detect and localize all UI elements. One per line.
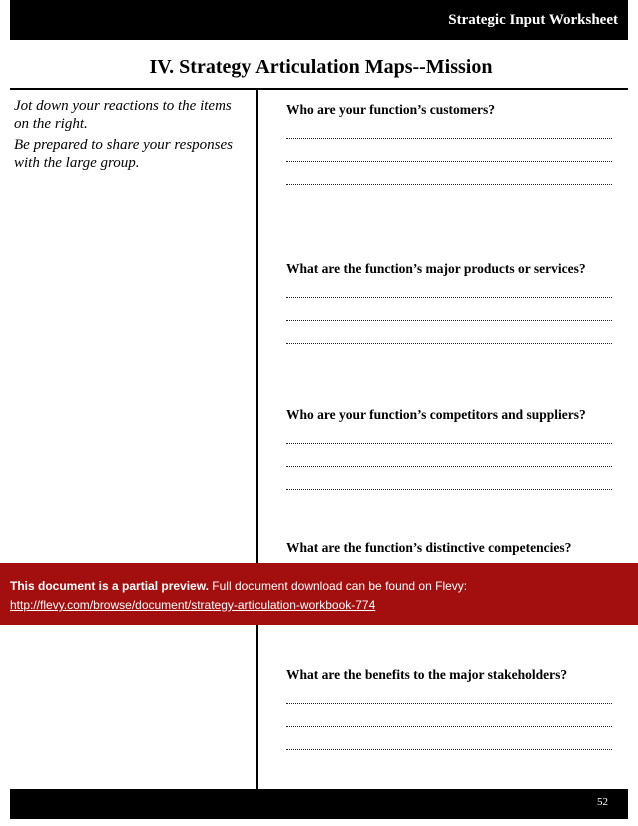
instruction-line-2: Be prepared to share your responses with the large group. bbox=[14, 137, 233, 171]
answer-line[interactable] bbox=[286, 703, 612, 704]
banner-bold-text: This document is a partial preview. bbox=[10, 579, 209, 593]
answer-line[interactable] bbox=[286, 138, 612, 139]
answer-line[interactable] bbox=[286, 343, 612, 344]
section-title: IV. Strategy Articulation Maps--Mission bbox=[149, 56, 493, 78]
question-competitors bbox=[286, 407, 621, 490]
answer-line[interactable] bbox=[286, 443, 612, 444]
header-bar bbox=[10, 0, 628, 40]
answer-line[interactable] bbox=[286, 749, 612, 750]
title-rule bbox=[10, 88, 628, 90]
answer-line[interactable] bbox=[286, 466, 612, 467]
column-divider bbox=[256, 89, 258, 789]
question-customers bbox=[286, 102, 621, 185]
banner-text bbox=[10, 579, 467, 593]
answer-line[interactable] bbox=[286, 489, 612, 490]
preview-banner bbox=[0, 563, 638, 625]
answer-line[interactable] bbox=[286, 320, 612, 321]
answer-line[interactable] bbox=[286, 184, 612, 185]
instruction-line-1: Jot down your reactions to the items on the right. bbox=[14, 98, 232, 132]
question-label: Who are your function’s competitors and suppliers? bbox=[286, 407, 586, 422]
answer-line[interactable] bbox=[286, 161, 612, 162]
answer-line[interactable] bbox=[286, 297, 612, 298]
banner-plain-text: Full document download can be found on Flevy: bbox=[208, 579, 468, 593]
question-label: What are the function’s major products or services? bbox=[286, 261, 586, 276]
question-benefits bbox=[286, 667, 621, 750]
instructions bbox=[14, 97, 244, 175]
question-products bbox=[286, 261, 621, 344]
question-label: What are the function’s distinctive competencies? bbox=[286, 540, 572, 555]
worksheet-title: Strategic Input Worksheet bbox=[448, 12, 618, 28]
answer-line[interactable] bbox=[286, 726, 612, 727]
download-link[interactable]: http://flevy.com/browse/document/strategy-articulation-workbook-774 bbox=[10, 598, 376, 612]
page-number: 52 bbox=[597, 796, 608, 808]
question-label: What are the benefits to the major stakeholders? bbox=[286, 667, 568, 682]
question-label: Who are your function’s customers? bbox=[286, 102, 495, 117]
footer-bar bbox=[10, 789, 628, 819]
